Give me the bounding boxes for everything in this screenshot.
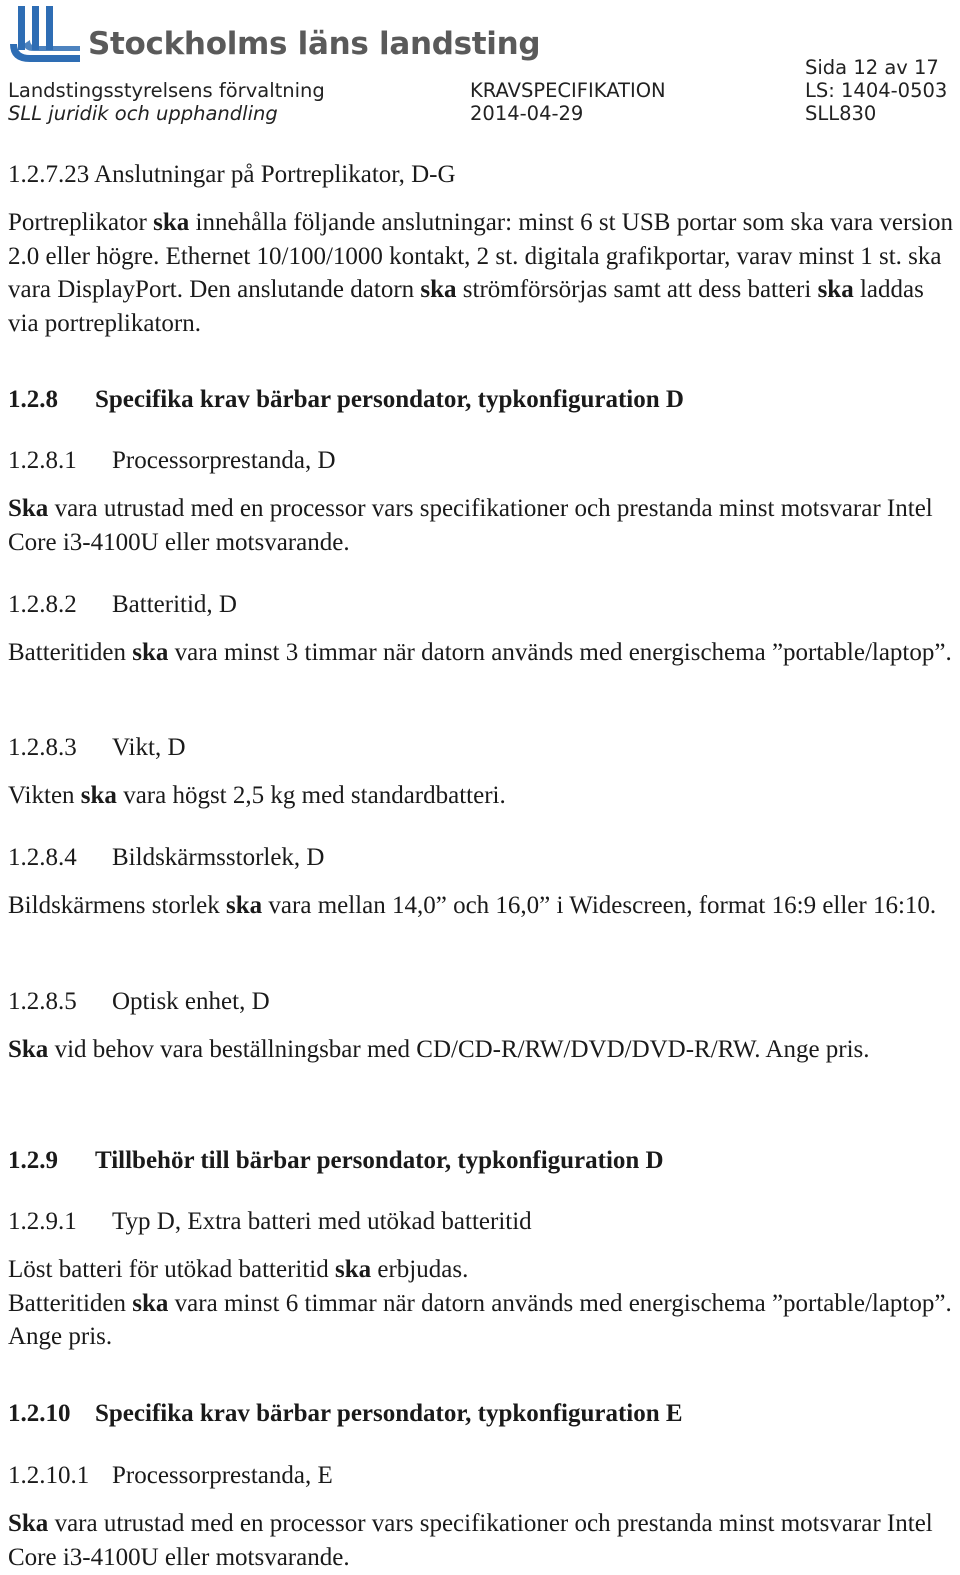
emphasis-text: Ska	[8, 495, 49, 522]
section-1-2-7-23-body	[8, 206, 956, 340]
page-number: Sida 12 av 17	[805, 56, 939, 79]
emphasis-text: ska	[226, 892, 263, 919]
section-paragraph	[8, 1033, 956, 1067]
section-number: 1.2.10.1	[8, 1462, 90, 1489]
body-text: vara minst 3 timmar när datorn används med energischema ”portable/laptop”.	[168, 639, 952, 666]
section-number: 1.2.9.1	[8, 1208, 77, 1235]
body-text: Vikten	[8, 782, 81, 809]
emphasis-text: ska	[80, 782, 117, 809]
body-text: laddas via portreplikatorn.	[8, 276, 924, 337]
section-1-2-8	[8, 383, 956, 417]
section-number: 1.2.10	[8, 1400, 71, 1427]
section-number: 1.2.9	[8, 1147, 58, 1174]
org-name: Landstingsstyrelsens förvaltning	[8, 79, 325, 102]
section-1-2-8-1	[8, 444, 956, 559]
section-heading	[8, 383, 956, 417]
emphasis-text: ska	[132, 639, 169, 666]
section-number: 1.2.8.2	[8, 591, 77, 618]
emphasis-text: ska	[153, 209, 190, 236]
section-title: Specifika krav bärbar persondator, typkonfiguration D	[95, 386, 684, 413]
emphasis-text: ska	[132, 1289, 169, 1317]
section-number: 1.2.8.3	[8, 734, 77, 761]
section-title: Tillbehör till bärbar persondator, typkonfiguration D	[95, 1147, 664, 1174]
body-text: Bildskärmens storlek	[8, 892, 227, 919]
emphasis-text: ska	[335, 1256, 372, 1283]
section-title: Bildskärmsstorlek, D	[112, 844, 325, 871]
section-1-2-8-5	[8, 985, 956, 1067]
section-number: 1.2.8.1	[8, 447, 77, 474]
section-heading	[8, 588, 956, 622]
body-text: vara utrustad med en processor vars specifikationer och prestanda minst motsvarar Intel Core i3-4100U eller motsvarande.	[8, 1510, 933, 1571]
body-text: vara högst 2,5 kg med standardbatteri.	[116, 782, 506, 809]
document-date: 2014-04-29	[470, 102, 584, 125]
section-number: 1.2.8.4	[8, 844, 77, 871]
section-1-2-10	[8, 1397, 956, 1431]
body-text: Portreplikator	[8, 209, 154, 236]
section-paragraph	[8, 1253, 956, 1287]
section-heading	[8, 1205, 956, 1239]
section-paragraph	[8, 779, 956, 813]
section-1-2-9	[8, 1144, 956, 1178]
section-heading	[8, 731, 956, 765]
section-1-2-10-1	[8, 1459, 956, 1574]
body-text: Löst batteri för utökad batteritid	[8, 1256, 335, 1283]
section-heading	[8, 1459, 956, 1493]
section-1-2-8-4	[8, 841, 956, 923]
section-heading	[8, 1397, 956, 1431]
document-header	[0, 0, 960, 140]
section-heading	[8, 841, 956, 875]
ls-number: LS: 1404-0503	[805, 79, 948, 102]
emphasis-text: Ska	[8, 1510, 49, 1537]
section-title: Optisk enhet, D	[112, 988, 270, 1015]
sll-logo	[8, 4, 540, 66]
section-paragraph	[8, 206, 956, 340]
document-type: KRAVSPECIFIKATION	[470, 79, 666, 102]
logo-wordmark: Stockholms läns landsting	[88, 26, 541, 62]
emphasis-text: ska	[817, 276, 854, 303]
body-text: strömförsörjas samt att dess batteri	[456, 276, 818, 303]
body-text: vara minst 6 timmar när datorn används med energischema ”portable/laptop”. Ange pris.	[8, 1289, 952, 1350]
section-1-2-7-23	[8, 158, 956, 192]
body-text: vara mellan 14,0” och 16,0” i Widescreen, format 16:9 eller 16:10.	[262, 892, 937, 919]
sll-logo-icon	[8, 4, 82, 66]
section-number: 1.2.8	[8, 386, 58, 413]
body-text: Batteritiden	[8, 1289, 133, 1317]
section-title: Processorprestanda, D	[112, 447, 336, 474]
section-heading	[8, 985, 956, 1019]
body-text: Batteritiden	[8, 639, 133, 666]
section-paragraph	[8, 636, 956, 670]
org-unit: SLL juridik och upphandling	[8, 102, 278, 125]
section-title: Typ D, Extra batteri med utökad batteritid	[112, 1208, 532, 1235]
emphasis-text: Ska	[8, 1036, 49, 1063]
emphasis-text: ska	[420, 276, 457, 303]
section-heading	[8, 444, 956, 478]
section-1-2-8-3	[8, 731, 956, 813]
reference-code: SLL830	[805, 102, 877, 125]
section-title: Vikt, D	[112, 734, 186, 761]
body-text: innehålla följande anslutningar: minst 6 st USB portar som ska vara version 2.0 eller högre. Ethernet 10/100/1000 kontakt, 2 st. digitala grafikportar, varav minst 1 st. ska vara DisplayPort. Den anslutande datorn	[8, 209, 953, 303]
section-1-2-8-2	[8, 588, 956, 670]
section-paragraph	[8, 1507, 956, 1574]
section-paragraph	[8, 889, 956, 923]
section-heading	[8, 1144, 956, 1178]
section-heading: 1.2.7.23 Anslutningar på Portreplikator, D-G	[8, 161, 456, 188]
section-1-2-9-1	[8, 1205, 956, 1354]
section-paragraph	[8, 492, 956, 559]
body-text: erbjudas.	[371, 1256, 469, 1283]
section-title: Processorprestanda, E	[112, 1462, 333, 1489]
section-title: Batteritid, D	[112, 591, 237, 618]
section-title: Specifika krav bärbar persondator, typkonfiguration E	[95, 1400, 683, 1427]
body-text: vara utrustad med en processor vars specifikationer och prestanda minst motsvarar Intel Core i3-4100U eller motsvarande.	[8, 495, 933, 556]
body-text: vid behov vara beställningsbar med CD/CD-R/RW/DVD/DVD-R/RW. Ange pris.	[48, 1036, 870, 1063]
section-paragraph	[8, 1287, 956, 1354]
section-number: 1.2.8.5	[8, 988, 77, 1015]
